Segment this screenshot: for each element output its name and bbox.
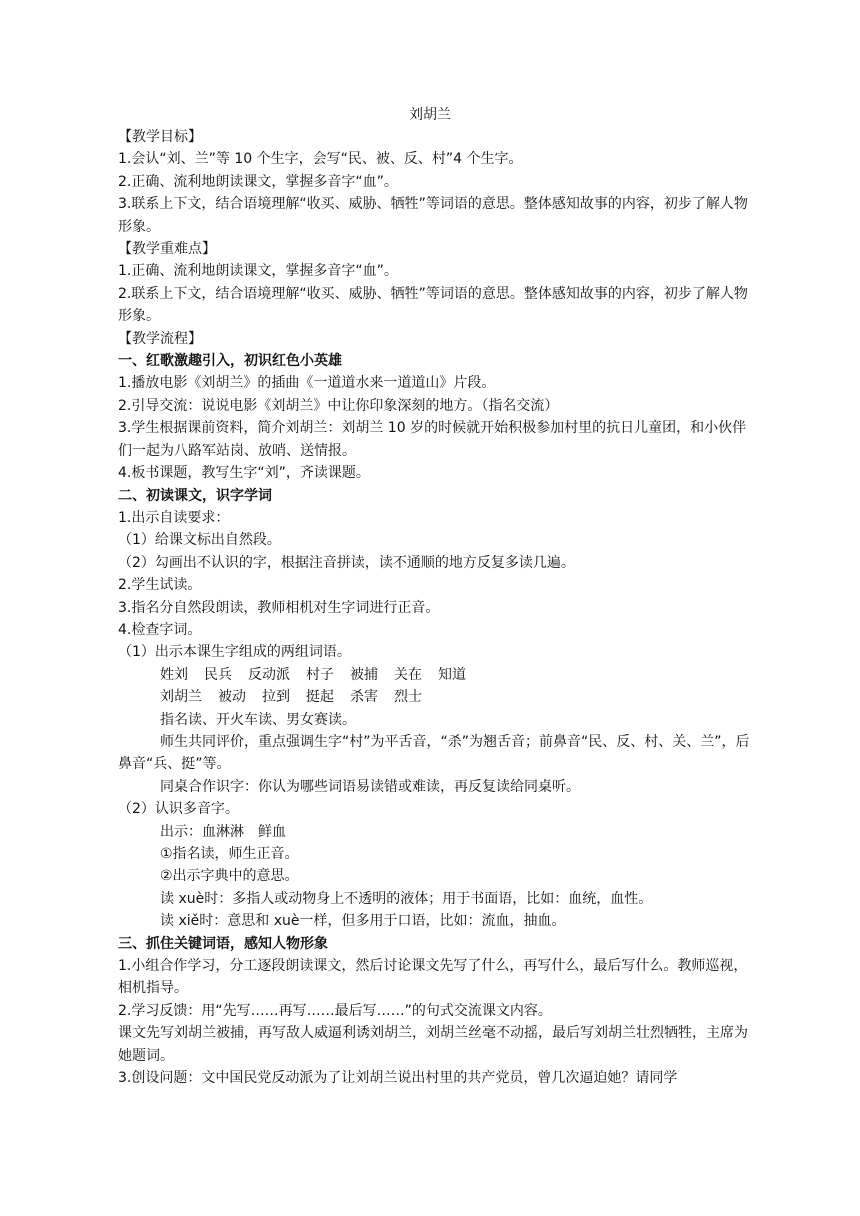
- word: 民兵: [204, 666, 232, 683]
- paragraph: 3.创设问题：文中国民党反动派为了让刘胡兰说出村里的共产党员，曾几次逼迫她？请同学: [118, 1070, 678, 1087]
- paragraph: 1.小组合作学习，分工逐段朗读课文，然后讨论课文先写了什么，再写什么，最后写什么。教师巡视，相机指导。: [118, 958, 748, 997]
- word: 知道: [438, 666, 466, 683]
- word-row: [118, 686, 750, 708]
- paragraph: 课文先写刘胡兰被捕，再写敌人威逼利诱刘胡兰，刘胡兰丝毫不动摇，最后写刘胡兰壮烈牺牲，主席为她题词。: [118, 1025, 748, 1064]
- paragraph: 4.检查字词。: [118, 621, 202, 638]
- word: 拉到: [262, 689, 290, 706]
- paragraph: （2）勾画出不认识的字，根据注音拼读，读不通顺的地方反复多读几遍。: [118, 554, 575, 571]
- paragraph: （1）出示本课生字组成的两组词语。: [118, 644, 351, 661]
- paragraph: 师生共同评价，重点强调生字“村”为平舌音，“杀”为翘舌音；前鼻音“民、反、村、关、兰”，后鼻音“兵、挺”等。: [118, 733, 750, 773]
- section-heading: 【教学重难点】: [118, 241, 216, 258]
- paragraph: 1.播放电影《刘胡兰》的插曲《一道道水来一道道山》片段。: [118, 375, 496, 392]
- word: 姓刘: [160, 666, 188, 683]
- paragraph: 2.引导交流：说说电影《刘胡兰》中让你印象深刻的地方。（指名交流）: [118, 397, 559, 414]
- word: 刘胡兰: [160, 689, 202, 706]
- part-heading: 二、初读课文，识字学词: [118, 487, 272, 504]
- word: 被动: [218, 689, 246, 706]
- paragraph: ①指名读，师生正音。: [160, 846, 299, 862]
- word: 反动派: [248, 666, 290, 683]
- document-body: [118, 126, 750, 1089]
- paragraph: ②出示字典中的意思。: [160, 868, 299, 885]
- paragraph: 指名读、开火车读、男女赛读。: [160, 711, 356, 728]
- word: 烈士: [394, 689, 422, 706]
- paragraph: 3.指名分自然段朗读，教师相机对生字词进行正音。: [118, 599, 440, 616]
- word: 关在: [394, 666, 422, 683]
- word: 被捕: [350, 666, 378, 683]
- word-row: [118, 664, 750, 686]
- paragraph: 2.正确、流利地朗读课文，掌握多音字“血”。: [118, 173, 398, 190]
- word: 村子: [306, 666, 334, 683]
- paragraph: 1.出示自读要求：: [118, 509, 230, 526]
- paragraph: （2）认识多音字。: [118, 801, 239, 818]
- document-title: 刘胡兰: [409, 107, 451, 123]
- paragraph: 1.会认“刘、兰”等 10 个生字，会写“民、被、反、村”4 个生字。: [118, 151, 523, 168]
- section-heading: 【教学流程】: [118, 330, 202, 347]
- paragraph: 2.联系上下文，结合语境理解“收买、威胁、牺牲”等词语的意思。整体感知故事的内容，初步了解人物形象。: [118, 285, 748, 325]
- paragraph: 2.学生试读。: [118, 577, 202, 594]
- paragraph: 2.学习反馈：用“先写……再写……最后写……”的句式交流课文内容。: [118, 1002, 552, 1019]
- paragraph: 读 xiě时：意思和 xuè一样，但多用于口语，比如：流血，抽血。: [160, 913, 566, 930]
- paragraph: （1）给课文标出自然段。: [118, 532, 281, 549]
- paragraph: 读 xuè时：多指人或动物身上不透明的液体；用于书面语，比如：血统，血性。: [160, 890, 653, 907]
- part-heading: 三、抓住关键词语，感知人物形象: [118, 935, 328, 952]
- word: 杀害: [350, 689, 378, 706]
- paragraph: 3.联系上下文，结合语境理解“收买、威胁、牺牲”等词语的意思。整体感知故事的内容，初步了解人物形象。: [118, 196, 748, 235]
- part-heading: 一、红歌激趣引入，初识红色小英雄: [118, 353, 342, 370]
- paragraph: 出示：血淋淋 鲜血: [160, 823, 286, 840]
- section-heading: 【教学目标】: [118, 129, 202, 145]
- paragraph: 4.板书课题，教写生字“刘”，齐读课题。: [118, 465, 370, 482]
- paragraph: 同桌合作识字：你认为哪些词语易读错或难读，再反复读给同桌听。: [160, 778, 580, 795]
- paragraph: 1.正确、流利地朗读课文，掌握多音字“血”。: [118, 263, 398, 280]
- word: 挺起: [306, 689, 334, 706]
- paragraph: 3.学生根据课前资料，简介刘胡兰：刘胡兰 10 岁的时候就开始积极参加村里的抗日儿童团，和小伙伴们一起为八路军站岗、放哨、送情报。: [118, 420, 747, 459]
